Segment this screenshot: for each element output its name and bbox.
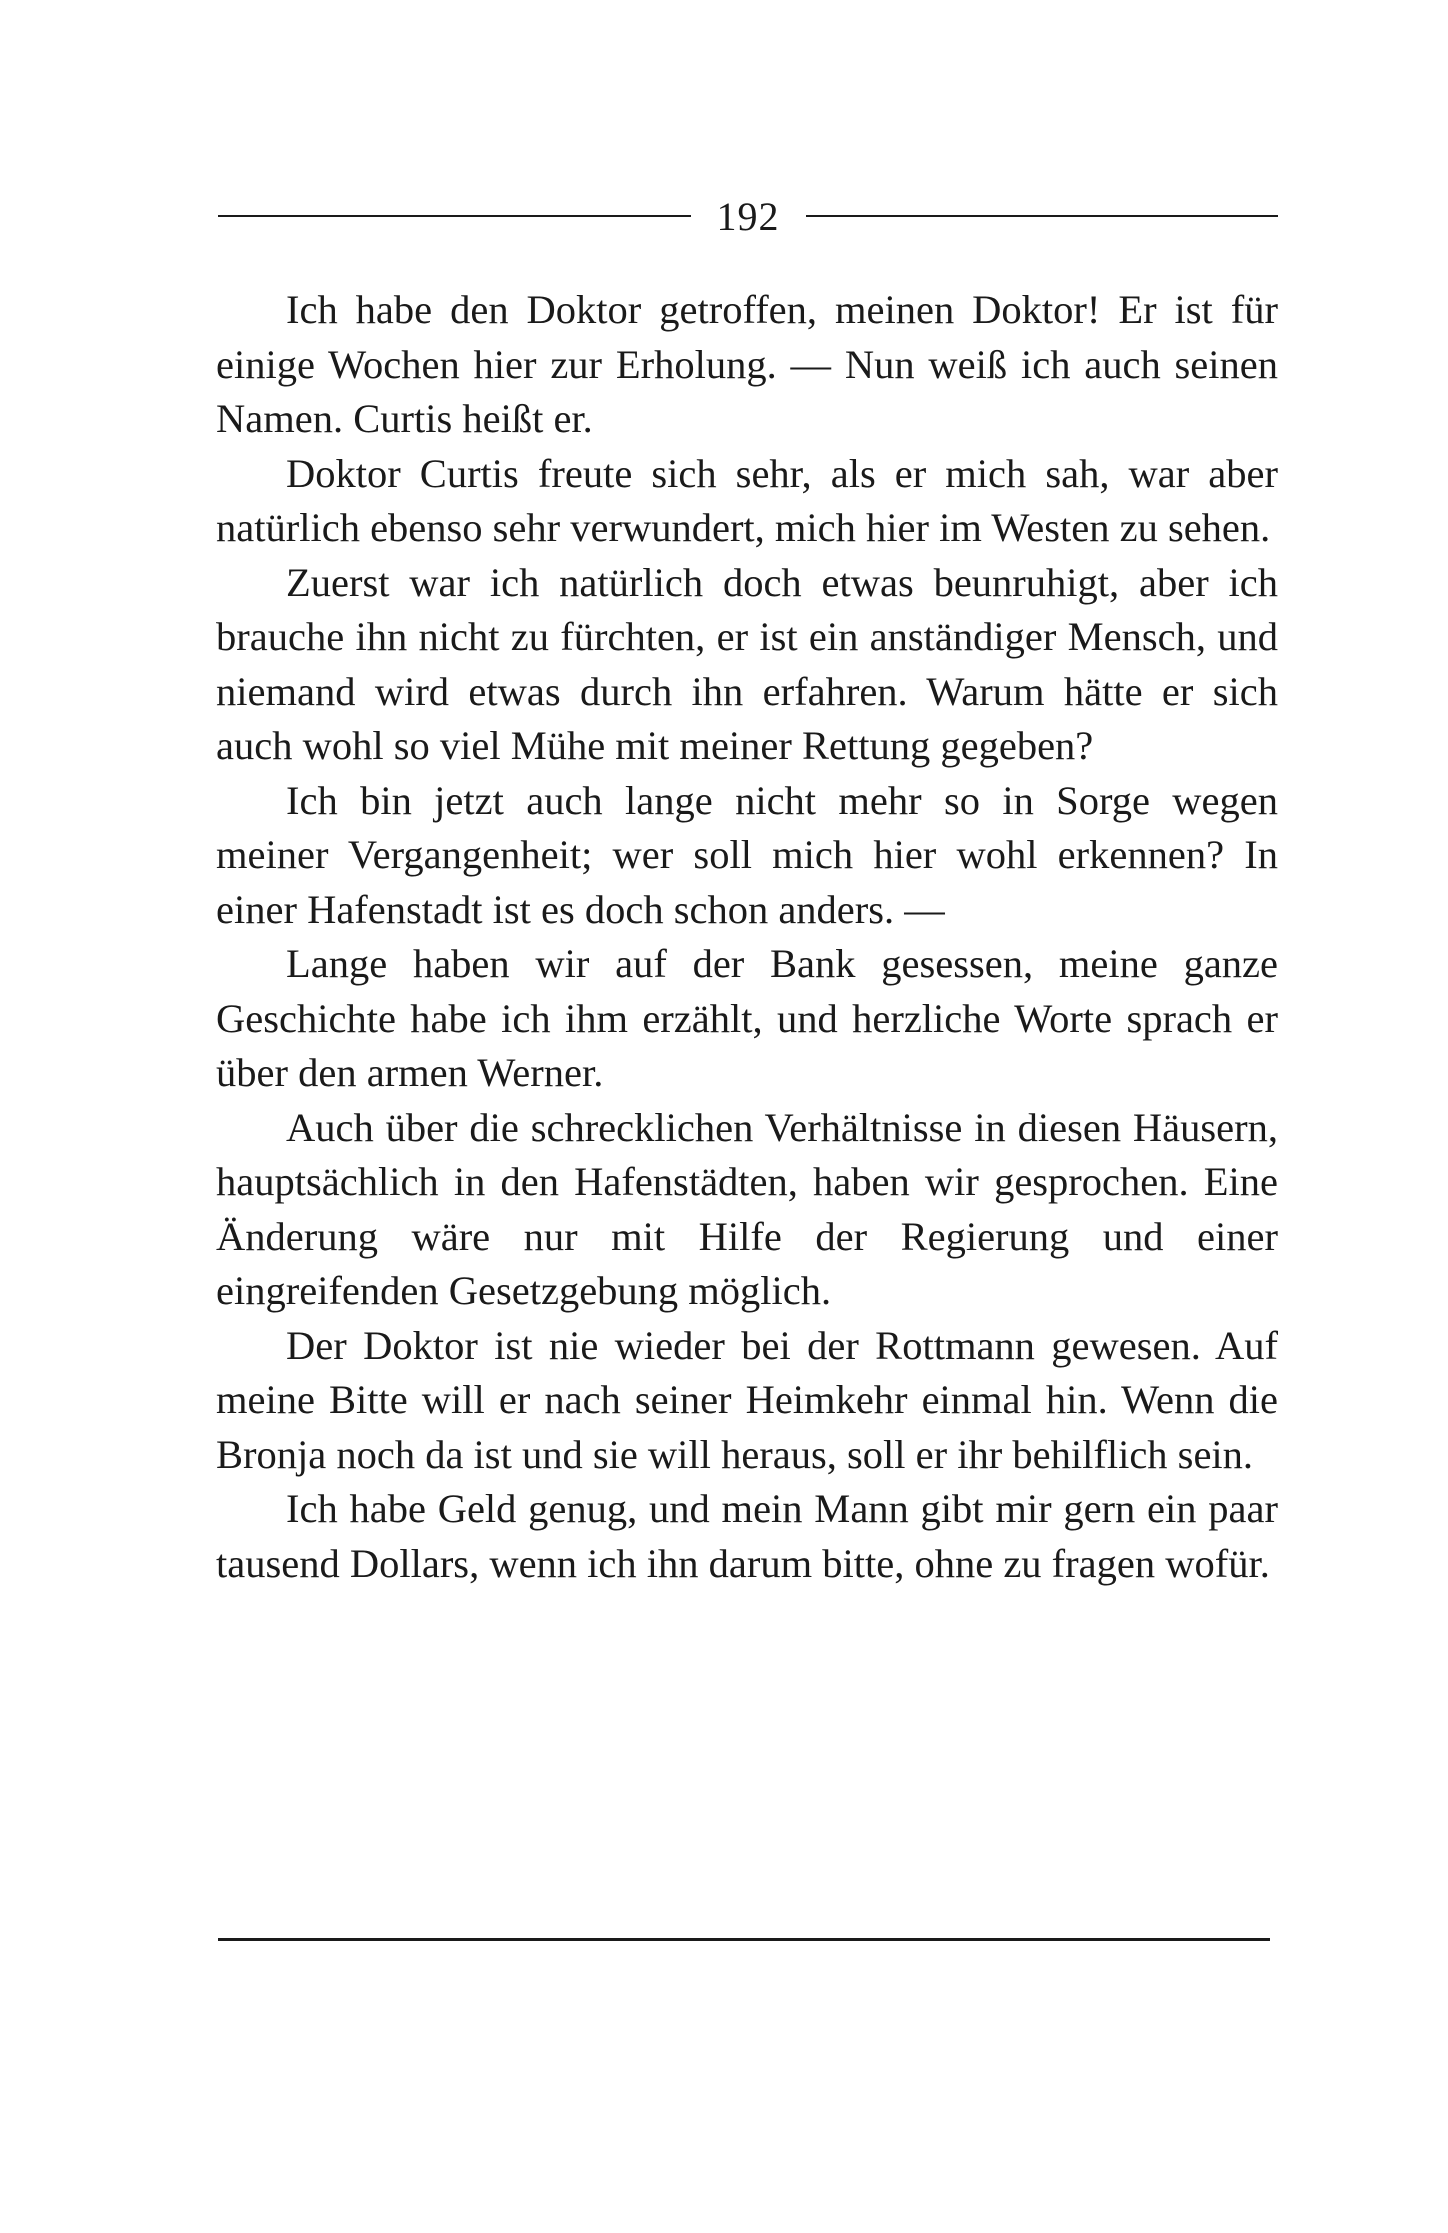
paragraph: Ich bin jetzt auch lange nicht mehr so in Sorge wegen meiner Vergangenheit; wer soll mich hier wohl erkennen? In einer Hafenstadt ist es doch schon anders. — — [216, 777, 1278, 932]
paragraph: Der Doktor ist nie wieder bei der Rottmann gewesen. Auf meine Bitte will er nach seiner Heimkehr einmal hin. Wenn die Bronja noch da ist und sie will heraus, soll er ihr behilflich sein. — [216, 1322, 1278, 1477]
paragraph: Lange haben wir auf der Bank gesessen, meine ganze Geschichte habe ich ihm erzählt, und herzliche Worte sprach er über den armen Werner. — [216, 941, 1278, 1095]
paragraph: Doktor Curtis freute sich sehr, als er mich sah, war aber natürlich ebenso sehr verwundert, mich hier im Westen zu sehen. — [216, 450, 1278, 550]
footer-rule — [218, 1938, 1270, 1941]
header-rule-right — [806, 215, 1279, 217]
page-number: 192 — [716, 193, 780, 239]
paragraph: Ich habe Geld genug, und mein Mann gibt mir gern ein paar tausend Dollars, wenn ich ihn darum bitte, ohne zu fragen wofür. — [216, 1486, 1278, 1586]
body-text — [216, 283, 1278, 1591]
paragraph: Ich habe den Doktor getroffen, meinen Doktor! Er ist für einige Wochen hier zur Erholung. — Nun weiß ich auch seinen Namen. Curtis heißt er. — [216, 287, 1278, 441]
header-rule-left — [218, 215, 691, 217]
paragraph: Auch über die schrecklichen Verhältnisse in diesen Häusern, hauptsächlich in den Hafenstädten, haben wir gesprochen. Eine Änderung wäre nur mit Hilfe der Regierung und einer eingreifenden Gesetzgebung möglich. — [216, 1104, 1278, 1313]
page-header — [218, 186, 1278, 246]
paragraph: Zuerst war ich natürlich doch etwas beunruhigt, aber ich brauche ihn nicht zu fürchten, er ist ein anständiger Mensch, und niemand wird etwas durch ihn erfahren. Warum hätte er sich auch wohl so viel Mühe mit meiner Rettung gegeben? — [216, 559, 1278, 768]
